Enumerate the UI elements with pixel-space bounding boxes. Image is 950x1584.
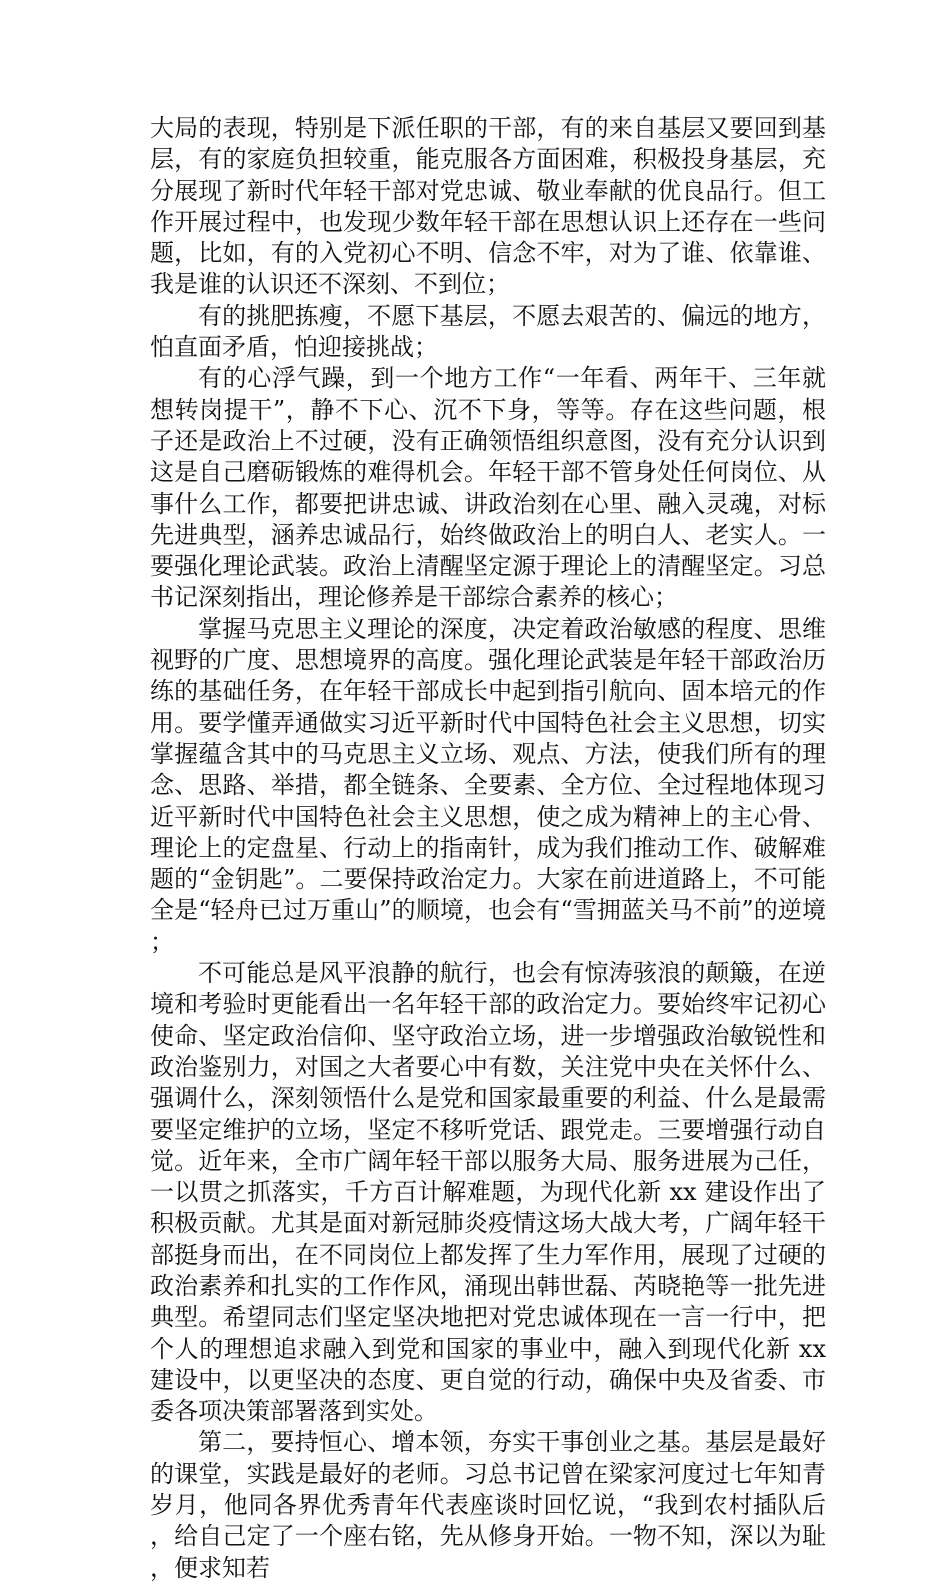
paragraph-4: 掌握马克思主义理论的深度，决定着政治敏感的程度、思维视野的广度、思想境界的高度。强化理论武装是年轻干部政治历练的基础任务，在年轻干部成长中起到指引航向、固本培元的作用。要学懂弄通做实习近平新时代中国特色社会主义思想，切实掌握蕴含其中的马克思主义立场、观点、方法，使我们所有的理念、思路、举措，都全链条、全要素、全方位、全过程地体现习近平新时代中国特色社会主义思想，使之成为精神上的主心骨、理论上的定盘星、行动上的指南针，成为我们推动工作、破解难题的“金钥匙”。二要保持政治定力。大家在前进道路上，不可能全是“轻舟已过万重山”的顺境，也会有“雪拥蓝关马不前”的逆境； bbox=[150, 614, 826, 956]
paragraph-6: 第二，要持恒心、增本领，夯实干事创业之基。基层是最好的课堂，实践是最好的老师。习总书记曾在梁家河度过七年知青岁月，他同各界优秀青年代表座谈时回忆说，“我到农村插队后，给自己定了一个座右铭，先从修身开始。一物不知，深以为耻，便求知若 bbox=[150, 1428, 826, 1582]
document-body bbox=[150, 113, 826, 1584]
paragraph-5: 不可能总是风平浪静的航行，也会有惊涛骇浪的颠簸，在逆境和考验时更能看出一名年轻干部的政治定力。要始终牢记初心使命、坚定政治信仰、坚守政治立场，进一步增强政治敏锐性和政治鉴别力，对国之大者要心中有数，关注党中央在关怀什么、强调什么，深刻领悟什么是党和国家最重要的利益、什么是最需要坚定维护的立场，坚定不移听党话、跟党走。三要增强行动自觉。近年来，全市广阔年轻干部以服务大局、服务进展为己任，一以贯之抓落实，千方百计解难题，为现代化新 xx 建设作出了积极贡献。尤其是面对新冠肺炎疫情这场大战大考，广阔年轻干部挺身而出，在不同岗位上都发挥了生力军作用，展现了过硬的政治素养和扎实的工作作风，涌现出韩世磊、芮晓艳等一批先进典型。希望同志们坚定坚决地把对党忠诚体现在一言一行中，把个人的理想追求融入到党和国家的事业中，融入到现代化新 xx 建设中，以更坚决的态度、更自觉的行动，确保中央及省委、市委各项决策部署落到实处。 bbox=[150, 959, 826, 1426]
paragraph-1: 大局的表现，特别是下派任职的干部，有的来自基层又要回到基层，有的家庭负担较重，能克服各方面困难，积极投身基层，充分展现了新时代年轻干部对党忠诚、敬业奉献的优良品行。但工作开展过程中，也发现少数年轻干部在思想认识上还存在一些问题，比如，有的入党初心不明、信念不牢，对为了谁、依靠谁、我是谁的认识还不深刻、不到位； bbox=[150, 114, 826, 299]
paragraph-3: 有的心浮气躁，到一个地方工作“一年看、两年干、三年就想转岗提干”，静不下心、沉不下身，等等。存在这些问题，根子还是政治上不过硬，没有正确领悟组织意图，没有充分认识到这是自己磨砺锻炼的难得机会。年轻干部不管身处任何岗位、从事什么工作，都要把讲忠诚、讲政治刻在心里、融入灵魂，对标先进典型，涵养忠诚品行，始终做政治上的明白人、老实人。一要强化理论武装。政治上清醒坚定源于理论上的清醒坚定。习总书记深刻指出，理论修养是干部综合素养的核心； bbox=[150, 364, 826, 612]
paragraph-2: 有的挑肥拣瘦，不愿下基层，不愿去艰苦的、偏远的地方，怕直面矛盾，怕迎接挑战； bbox=[150, 301, 826, 362]
